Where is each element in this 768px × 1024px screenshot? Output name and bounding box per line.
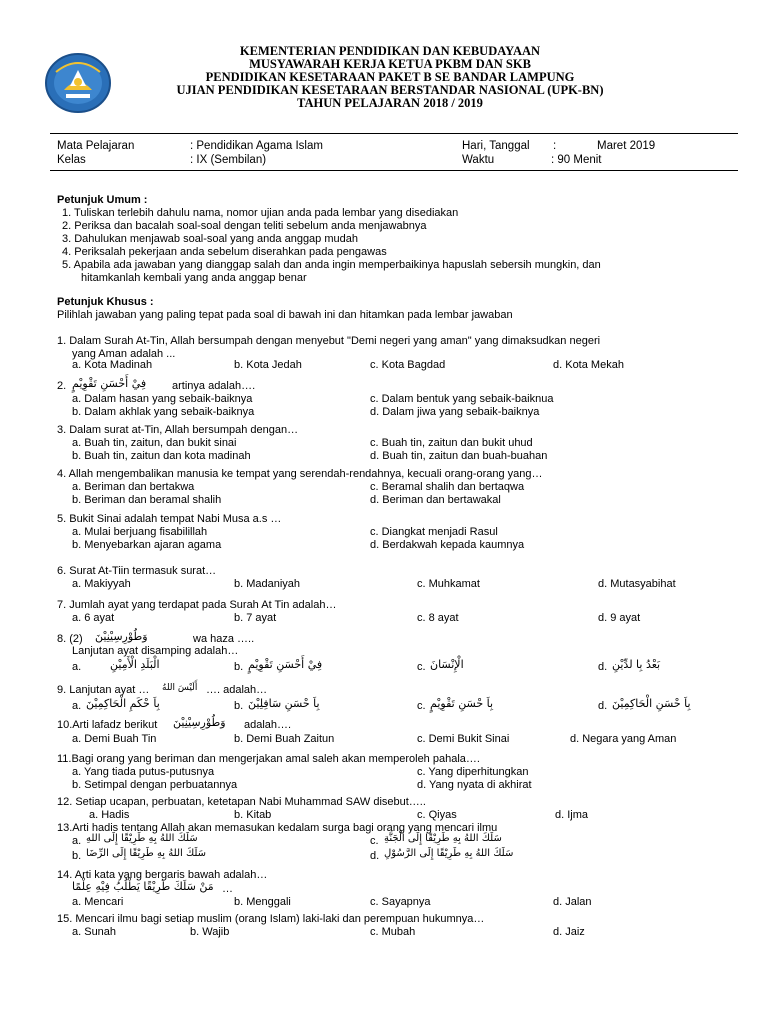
question-8-cont: Lanjutan ayat disamping adalah… [72, 645, 239, 657]
q15-option-a: a. Sunah [72, 926, 117, 938]
q9-option-d-letter: d. [598, 700, 608, 712]
q9-option-c-arabic: بِاَ حْسَنِ تَقْوِيْمٍ [430, 697, 494, 710]
q6-option-d: d. Mutasyabihat [598, 578, 676, 590]
question-9-text: …. adalah… [206, 684, 268, 696]
q12-option-d: d. Ijma [555, 809, 589, 821]
q8-option-d-letter: d. [598, 661, 608, 673]
question-5: 5. Bukit Sinai adalah tempat Nabi Musa a.s … [57, 513, 282, 525]
q2-option-d: d. Dalam jiwa yang sebaik-baiknya [370, 406, 540, 418]
question-13: 13.Arti hadis tentang Allah akan memasukan kedalam surga bagi orang yang mencari ilmu [57, 822, 498, 834]
divider-bottom [50, 170, 738, 171]
question-12: 12. Setiap ucapan, perbuatan, ketetapan Nabi Muhammad SAW disebut….. [57, 796, 426, 808]
question-9: 9. Lanjutan ayat … [57, 684, 150, 696]
q8-option-d-arabic: بَعْدُ بِا لدِّيْنِ [612, 658, 661, 671]
kelas-label: Kelas [57, 154, 86, 166]
question-7: 7. Jumlah ayat yang terdapat pada Surah At Tin adalah… [57, 599, 337, 611]
waktu-label: Waktu [462, 154, 495, 166]
question-11: 11.Bagi orang yang beriman dan mengerjakan amal saleh akan memperoleh pahala…. [57, 753, 480, 765]
question-15: 15. Mencari ilmu bagi setiap muslim (orang Islam) laki-laki dan perempuan hukumnya… [57, 913, 485, 925]
q5-option-c: c. Diangkat menjadi Rasul [370, 526, 498, 538]
header-line-1: KEMENTERIAN PENDIDIKAN DAN KEBUDAYAAN [239, 44, 541, 58]
q10-option-b: b. Demi Buah Zaitun [234, 733, 335, 745]
q4-option-d: d. Beriman dan bertawakal [370, 494, 501, 506]
question-1-cont: yang Aman adalah ... [72, 348, 176, 360]
q11-option-d: d. Yang nyata di akhirat [417, 779, 532, 791]
question-2-arabic: فِيْ أَحْسَنِ تَقْوِيْمٍ [72, 377, 147, 390]
q8-option-c-letter: c. [417, 661, 426, 673]
q5-option-d: d. Berdakwah kepada kaumnya [370, 539, 525, 551]
waktu-value: : 90 Menit [551, 154, 602, 166]
q12-option-c: c. Qiyas [417, 809, 457, 821]
question-1: 1. Dalam Surah At-Tin, Allah bersumpah dengan menyebut "Demi negeri yang aman" yang dimaksudkan negeri [57, 335, 601, 347]
q15-option-c: c. Mubah [370, 926, 416, 938]
q9-option-a-arabic: بِاَ حْكَمِ الْحَاكِمِيْنَ [86, 697, 160, 710]
q4-option-b: b. Beriman dan beramal shalih [72, 494, 222, 506]
q13-option-b-letter: b. [72, 850, 82, 862]
q6-option-a: a. Makiyyah [72, 578, 131, 590]
question-2-number: 2. [57, 380, 67, 392]
q3-option-d: d. Buah tin, zaitun dan buah-buahan [370, 450, 548, 462]
q1-option-b: b. Kota Jedah [234, 359, 302, 371]
q14-option-c: c. Sayapnya [370, 896, 431, 908]
question-14-text: … [222, 883, 233, 895]
question-8-number: 8. (2) [57, 633, 83, 645]
hari-label: Hari, Tanggal [462, 140, 530, 152]
q7-option-d: d. 9 ayat [598, 612, 641, 624]
umum-item-3: 3. Dahulukan menjawab soal-soal yang anda anggap mudah [62, 233, 358, 245]
umum-item-5-cont: hitamkanlah kembali yang anda anggap benar [81, 272, 307, 284]
hari-colon: : [553, 140, 557, 152]
q5-option-b: b. Menyebarkan ajaran agama [72, 539, 222, 551]
q15-option-d: d. Jaiz [553, 926, 585, 938]
q15-option-b: b. Wajib [190, 926, 230, 938]
q4-option-c: c. Beramal shalih dan bertaqwa [370, 481, 525, 493]
question-2-text: artinya adalah…. [172, 380, 256, 392]
hari-value: Maret 2019 [597, 140, 656, 152]
q10-option-c: c. Demi Bukit Sinai [417, 733, 510, 745]
question-10: 10.Arti lafadz berikut [57, 719, 158, 731]
header-line-2: MUSYAWARAH KERJA KETUA PKBM DAN SKB [249, 57, 531, 71]
petunjuk-khusus-title: Petunjuk Khusus : [57, 296, 154, 308]
q7-option-b: b. 7 ayat [234, 612, 277, 624]
q13-option-a-arabic: سَلَكَ اللهُ بِهِ طَرِيْقًا إِلَى اللهِ [86, 833, 198, 844]
q13-option-b-arabic: سَلَكَ اللهُ بِهِ طَرِيْقًا إِلَى الرِّضَا [86, 848, 207, 859]
q3-option-b: b. Buah tin, zaitun dan kota madinah [72, 450, 251, 462]
header-line-5: TAHUN PELAJARAN 2018 / 2019 [297, 96, 483, 110]
q13-option-d-letter: d. [370, 850, 380, 862]
question-4: 4. Allah mengembalikan manusia ke tempat yang serendah-rendahnya, kecuali orang-orang yang… [57, 468, 543, 480]
question-10-arabic: وَطُوْرِسِيْنِيْنَ [173, 716, 226, 729]
umum-item-2: 2. Periksa dan bacalah soal-soal dengan teliti sebelum anda menjawabnya [62, 220, 427, 232]
q8-option-c-arabic: الْإِنْسَانَ [430, 658, 464, 671]
question-8-arabic: وَطُوْرِسِيْنِيْنَ [95, 630, 148, 643]
q6-option-c: c. Muhkamat [417, 578, 480, 590]
q11-option-a: a. Yang tiada putus-putusnya [72, 766, 215, 778]
q3-option-c: c. Buah tin, zaitun dan bukit uhud [370, 437, 533, 449]
q8-option-b-letter: b. [234, 661, 244, 673]
question-6: 6. Surat At-Tiin termasuk surat… [57, 565, 217, 577]
q13-option-c-arabic: سَلَكَ اللهُ بِهِ طَرِيْقًا إِلَى الْجَنَّةِ [384, 833, 502, 844]
q2-option-c: c. Dalam bentuk yang sebaik-baiknua [370, 393, 554, 405]
q10-option-d: d. Negara yang Aman [570, 733, 677, 745]
exam-header [110, 45, 670, 110]
q14-option-a: a. Mencari [72, 896, 124, 908]
q8-option-a-arabic: الْبَلَدِ الْأَمِيْنِ [110, 658, 160, 671]
question-3: 3. Dalam surat at-Tin, Allah bersumpah dengan… [57, 424, 299, 436]
divider-top [50, 133, 738, 134]
q13-option-a-letter: a. [72, 835, 82, 847]
q5-option-a: a. Mulai berjuang fisabilillah [72, 526, 208, 538]
q3-option-a: a. Buah tin, zaitun, dan bukit sinai [72, 437, 237, 449]
question-14-arabic: مَنْ سَلَكَ طَرِيْقًا يَطْلُبُ فِيْهِ عِلْمًا [72, 880, 214, 893]
q4-option-a: a. Beriman dan bertakwa [72, 481, 195, 493]
q9-option-b-arabic: بِاَ حْسَنِ سَافِلِيْنَ [248, 697, 320, 710]
q13-option-c-letter: c. [370, 835, 379, 847]
mapel-label: Mata Pelajaran [57, 140, 135, 152]
q11-option-b: b. Setimpal dengan perbuatannya [72, 779, 238, 791]
mapel-value: : Pendidikan Agama Islam [190, 140, 323, 152]
kelas-value: : IX (Sembilan) [190, 154, 267, 166]
q8-option-a-letter: a. [72, 661, 82, 673]
tut-wuri-handayani-logo [44, 52, 112, 114]
question-8-text: wa haza ….. [193, 633, 255, 645]
q7-option-c: c. 8 ayat [417, 612, 459, 624]
petunjuk-umum-title: Petunjuk Umum : [57, 194, 148, 206]
q9-option-c-letter: c. [417, 700, 426, 712]
q9-option-a-letter: a. [72, 700, 82, 712]
q2-option-b: b. Dalam akhlak yang sebaik-baiknya [72, 406, 255, 418]
umum-item-4: 4. Periksalah pekerjaan anda sebelum diserahkan pada pengawas [62, 246, 387, 258]
q12-option-a: a. Hadis [89, 809, 130, 821]
q14-option-b: b. Menggali [234, 896, 291, 908]
header-line-4: UJIAN PENDIDIKAN KESETARAAN BERSTANDAR NASIONAL (UPK-BN) [176, 83, 604, 97]
q7-option-a: a. 6 ayat [72, 612, 115, 624]
q8-option-b-arabic: فِيْ أَحْسَنِ تَقْوِيْمٍ [248, 658, 323, 671]
petunjuk-khusus-text: Pilihlah jawaban yang paling tepat pada soal di bawah ini dan hitamkan pada lembar jawaban [57, 309, 513, 321]
q1-option-d: d. Kota Mekah [553, 359, 624, 371]
q14-option-d: d. Jalan [553, 896, 592, 908]
umum-item-1: 1. Tuliskan terlebih dahulu nama, nomor ujian anda pada lembar yang disediakan [62, 207, 459, 219]
q6-option-b: b. Madaniyah [234, 578, 301, 590]
question-10-text: adalah…. [244, 719, 292, 731]
q11-option-c: c. Yang diperhitungkan [417, 766, 529, 778]
q1-option-c: c. Kota Bagdad [370, 359, 446, 371]
umum-item-5: 5. Apabila ada jawaban yang dianggap salah dan anda ingin memperbaikinya hapuslah sebersih mungkin, dan [62, 259, 601, 271]
q9-option-b-letter: b. [234, 700, 244, 712]
q1-option-a: a. Kota Madinah [72, 359, 153, 371]
header-line-3: PENDIDIKAN KESETARAAN PAKET B SE BANDAR LAMPUNG [205, 70, 575, 84]
q10-option-a: a. Demi Buah Tin [72, 733, 157, 745]
q13-option-d-arabic: سَلَكَ اللهُ بِهِ طَرِيْقًا إِلَى الرَّسُوْلِ [384, 848, 514, 859]
question-9-arabic: أَلَيْسَ اللهُ [162, 683, 198, 693]
q2-option-a: a. Dalam hasan yang sebaik-baiknya [72, 393, 253, 405]
q12-option-b: b. Kitab [234, 809, 272, 821]
question-14: 14. Arti kata yang bergaris bawah adalah… [57, 869, 268, 881]
q9-option-d-arabic: بِاَ حْسَنِ الْحَاكِمِيْنَ [612, 697, 691, 710]
